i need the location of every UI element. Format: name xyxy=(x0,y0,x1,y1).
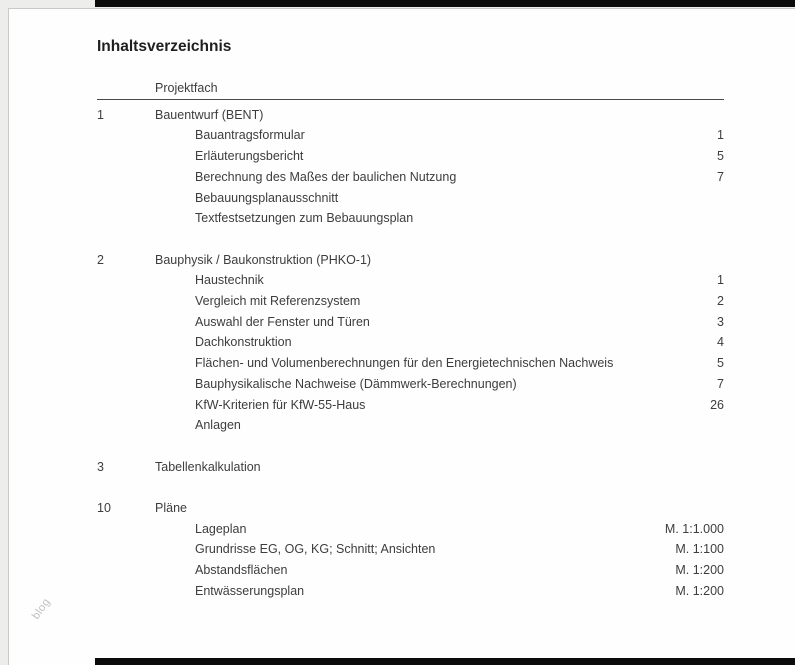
toc-item-scale: M. 1:1.000 xyxy=(664,521,724,536)
toc-item-scale: M. 1:200 xyxy=(675,563,724,578)
section-number: 3 xyxy=(97,459,104,474)
toc-content xyxy=(97,37,724,602)
toc-item-scale: M. 1:200 xyxy=(675,583,724,598)
toc-item-label: Bebauungsplanausschnitt xyxy=(195,190,339,205)
toc-item-label: Grundrisse EG, OG, KG; Schnitt; Ansichten xyxy=(195,542,436,557)
toc-item-row xyxy=(97,332,724,353)
toc-item-row xyxy=(97,146,724,167)
column-header: Projektfach xyxy=(155,81,218,95)
section-title: Bauentwurf (BENT) xyxy=(155,107,264,122)
section-number: 1 xyxy=(97,107,104,122)
toc-item-label: Lageplan xyxy=(195,521,247,536)
toc-item-label: Auswahl der Fenster und Türen xyxy=(195,314,370,329)
toc-item-row xyxy=(97,270,724,291)
section-title: Bauphysik / Baukonstruktion (PHKO-1) xyxy=(155,252,372,267)
toc-item-row xyxy=(97,291,724,312)
toc-item-page: 2 xyxy=(717,294,724,309)
toc-item-label: Berechnung des Maßes der baulichen Nutzung xyxy=(195,169,457,184)
toc-item-label: Anlagen xyxy=(195,418,241,433)
toc-item-row xyxy=(97,539,724,560)
toc-item-label: Erläuterungsbericht xyxy=(195,149,304,164)
toc-item-label: Abstandsflächen xyxy=(195,563,288,578)
toc-item-label: Haustechnik xyxy=(195,273,264,288)
toc-item-row xyxy=(97,395,724,416)
toc-item-page: 5 xyxy=(717,149,724,164)
toc-item-label: Dachkonstruktion xyxy=(195,335,292,350)
page-title: Inhaltsverzeichnis xyxy=(97,38,232,55)
header-rule xyxy=(97,99,724,100)
toc-item-label: Entwässerungsplan xyxy=(195,583,305,598)
section-header-row xyxy=(97,457,724,478)
toc-item-row xyxy=(97,125,724,146)
toc-item-row xyxy=(97,415,724,436)
toc-item-row xyxy=(97,560,724,581)
section-number: 10 xyxy=(97,501,111,516)
toc-sections xyxy=(97,105,724,602)
toc-item-row xyxy=(97,312,724,333)
section-header-row xyxy=(97,250,724,271)
watermark: blog xyxy=(29,596,53,622)
bottom-black-bar xyxy=(95,658,795,665)
toc-item-label: KfW-Kriterien für KfW-55-Haus xyxy=(195,397,366,412)
toc-item-row xyxy=(97,188,724,209)
toc-section xyxy=(97,498,724,602)
toc-section xyxy=(97,250,724,436)
section-header-row xyxy=(97,105,724,126)
section-number: 2 xyxy=(97,252,104,267)
toc-section xyxy=(97,105,724,229)
toc-item-page: 4 xyxy=(717,335,724,350)
toc-item-page: 3 xyxy=(717,314,724,329)
toc-item-page: 1 xyxy=(717,128,724,143)
toc-item-row xyxy=(97,167,724,188)
toc-section xyxy=(97,457,724,478)
toc-item-page: 7 xyxy=(717,376,724,391)
top-black-bar xyxy=(95,0,795,7)
toc-item-page: 1 xyxy=(717,273,724,288)
toc-item-page: 26 xyxy=(710,397,724,412)
toc-item-page: 7 xyxy=(717,169,724,184)
toc-item-row xyxy=(97,353,724,374)
toc-item-row xyxy=(97,581,724,602)
toc-item-row xyxy=(97,374,724,395)
section-header-row xyxy=(97,498,724,519)
toc-item-label: Bauphysikalische Nachweise (Dämmwerk-Berechnungen) xyxy=(195,376,517,391)
section-title: Pläne xyxy=(155,501,187,516)
toc-item-label: Bauantragsformular xyxy=(195,128,305,143)
toc-item-scale: M. 1:100 xyxy=(675,542,724,557)
toc-item-row xyxy=(97,208,724,229)
section-title: Tabellenkalkulation xyxy=(155,459,261,474)
toc-item-label: Flächen- und Volumenberechnungen für den Energietechnischen Nachweis xyxy=(195,356,614,371)
toc-item-label: Vergleich mit Referenzsystem xyxy=(195,294,361,309)
toc-item-page: 5 xyxy=(717,356,724,371)
toc-item-row xyxy=(97,519,724,540)
toc-item-label: Textfestsetzungen zum Bebauungsplan xyxy=(195,211,414,226)
